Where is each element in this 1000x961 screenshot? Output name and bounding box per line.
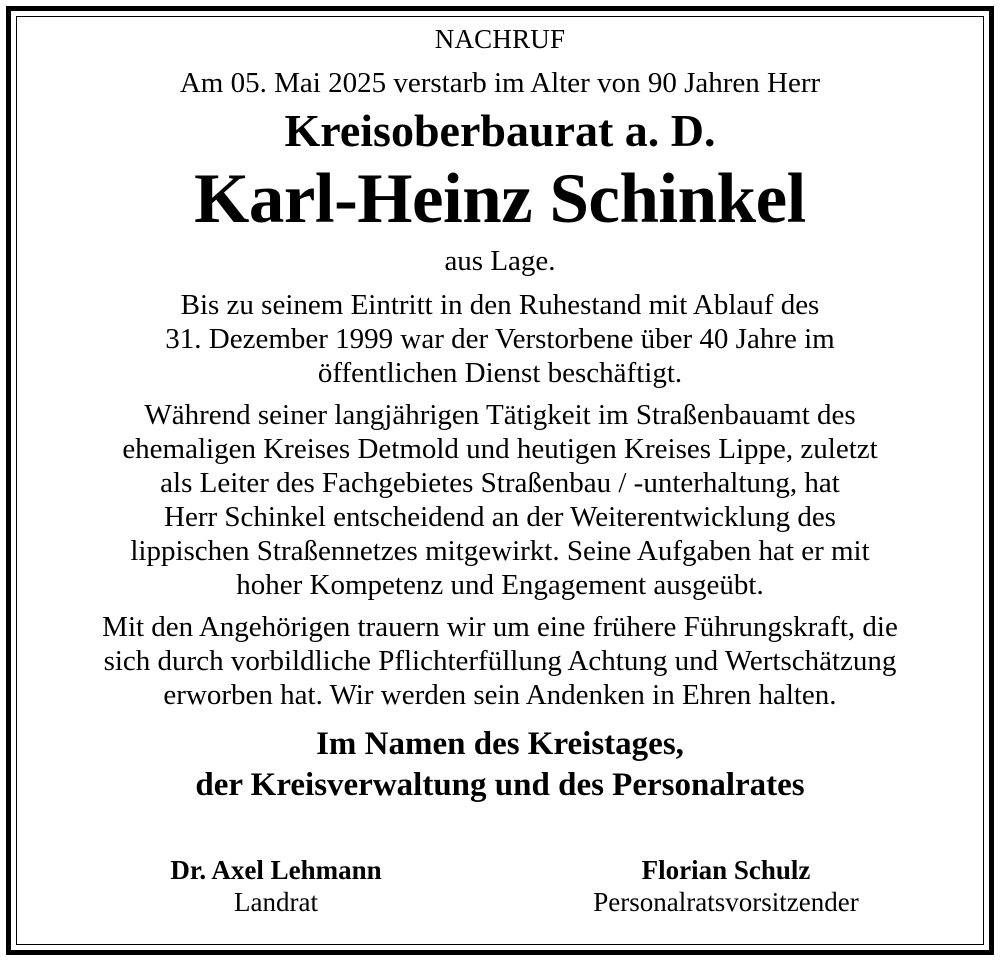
signatory-role: Landrat: [234, 887, 318, 917]
signatory-name: Dr. Axel Lehmann: [170, 855, 382, 885]
signatories: [16, 854, 984, 934]
origin-line: aus Lage.: [444, 245, 556, 277]
signatory-left: [116, 854, 436, 918]
signatory-right: [556, 854, 896, 918]
career-paragraph: Bis zu seinem Eintritt in den Ruhestand mit Ablauf des 31. Dezember 1999 war der Verstorbene über 40 Jahre im öffentlichen Dienst beschäftigt.: [165, 289, 835, 389]
condolence-paragraph: Mit den Angehörigen trauern wir um eine frühere Führungskraft, die sich durch vorbildliche Pflichterfüllung Achtung und Wertschätzung erworben hat. Wir werden sein Andenken in Ehren halten.: [102, 611, 898, 711]
deceased-name: Karl-Heinz Schinkel: [194, 160, 806, 238]
obituary-notice: [16, 16, 984, 806]
signatory-role: Personalratsvorsitzender: [593, 887, 859, 917]
closing-statement: Im Namen des Kreistages, der Kreisverwaltung und des Personalrates: [195, 726, 805, 803]
intro-line: Am 05. Mai 2025 verstarb im Alter von 90 Jahren Herr: [179, 67, 821, 99]
achievements-paragraph: Während seiner langjährigen Tätigkeit im Straßenbauamt des ehemaligen Kreises Detmold und heutigen Kreises Lippe, zuletzt als Leiter des Fachgebietes Straßenbau / -unterhaltung, hat Herr Schinkel entscheidend an der Weiterentwicklung des lippischen Straßennetzes mitgewirkt. Seine Aufgaben hat er mit hoher Kompetenz und Engagement ausgeübt.: [122, 399, 878, 601]
signatory-name: Florian Schulz: [641, 855, 811, 885]
notice-heading: NACHRUF: [434, 24, 566, 54]
deceased-rank: Kreisoberbaurat a. D.: [284, 105, 716, 156]
